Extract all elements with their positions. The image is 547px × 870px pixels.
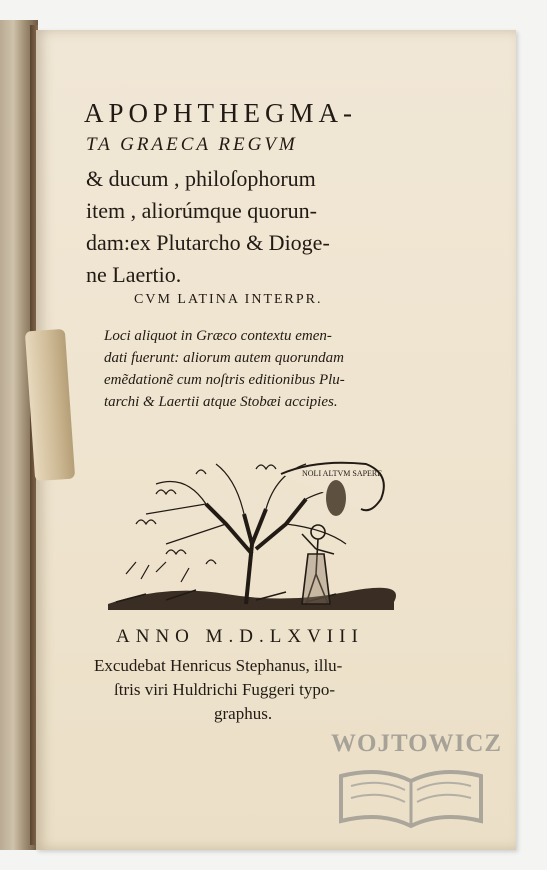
title-line-1: APOPHTHEGMA-	[84, 98, 358, 128]
subtitle: CVM LATINA INTERPR.	[134, 292, 323, 307]
imprint-year: ANNO M.D.LXVIII	[116, 626, 364, 647]
imprint-line-3: graphus.	[214, 704, 273, 723]
title-line-3: & ducum , philoſophorum	[86, 166, 316, 191]
note-line-2: dati fuerunt: aliorum autem quorundam	[104, 350, 344, 366]
title-line-2: TA GRAECA REGVM	[86, 134, 298, 155]
device-motto: NOLI ALTVM SAPERE	[302, 469, 383, 478]
printer-device-woodcut	[106, 454, 396, 614]
watermark-text: WOJTOWICZ	[331, 730, 503, 757]
watermark	[321, 726, 501, 836]
title-page	[36, 30, 516, 850]
imprint-line-2: ſtris viri Huldrichi Fuggeri typo-	[114, 680, 335, 699]
title-line-4: item , aliorúmque quorun-	[86, 198, 317, 223]
note-line-4: tarchi & Laertii atque Stobæi accipies.	[104, 394, 338, 410]
title-line-5: dam:ex Plutarcho & Dioge-	[86, 230, 330, 255]
note-line-3: emẽdationẽ cum noſtris editionibus Plu-	[104, 372, 345, 388]
title-line-6: ne Laertio.	[86, 262, 182, 287]
note-line-1: Loci aliquot in Græco contextu emen-	[104, 328, 332, 344]
imprint-line-1: Excudebat Henricus Stephanus, illu-	[94, 656, 343, 675]
